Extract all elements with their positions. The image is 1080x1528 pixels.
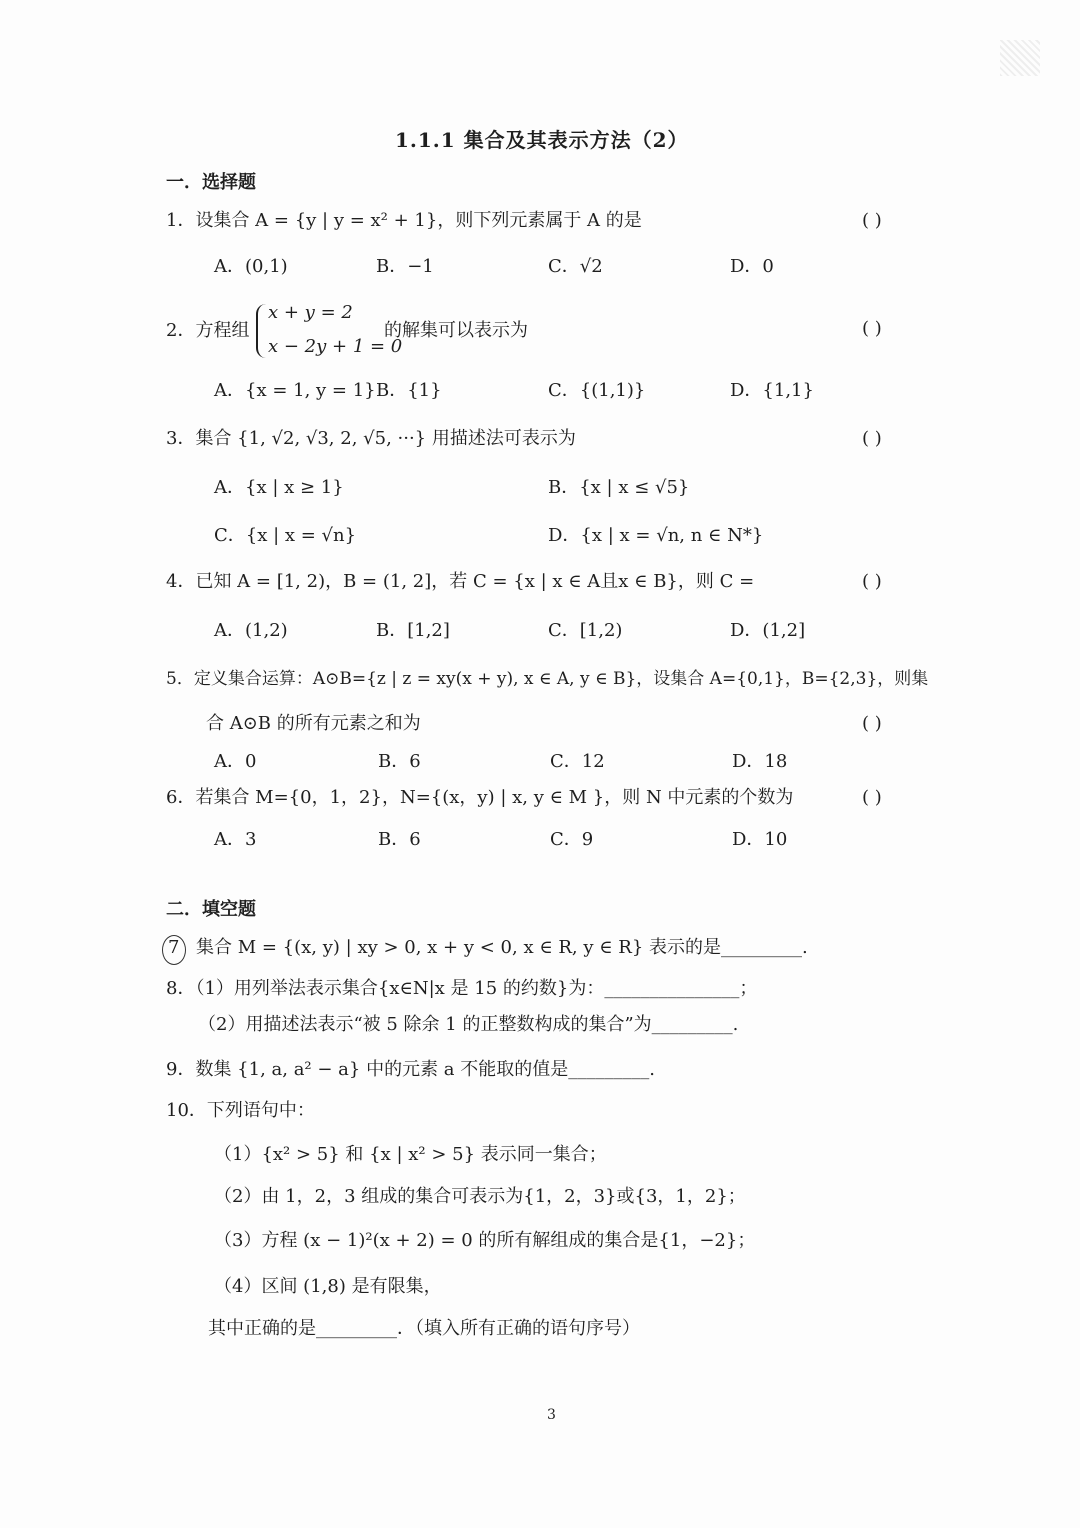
question-10-item-3: （3）方程 (x − 1)²(x + 2) = 0 的所有解组成的集合是{1，−2}； [214,1230,756,1251]
q1-option-d: D．0 [730,256,774,277]
question-4-answer-paren: ( ) [862,571,882,592]
q2-option-c: C．{(1,1)} [548,380,646,401]
q4-option-d: D．(1,2] [730,620,806,641]
q1-option-b: B．−1 [376,256,434,277]
equation-system-brace [256,304,266,358]
q1-option-a: A．(0,1) [214,256,288,277]
q2-option-d: D．{1,1} [730,380,814,401]
q2-option-a: A．{x = 1, y = 1} [214,380,376,401]
q1-option-c: C．√2 [548,256,603,277]
question-1-stem: 1．设集合 A = {y | y = x² + 1}，则下列元素属于 A 的是 [166,210,642,231]
question-10-item-2: （2）由 1，2，3 组成的集合可表示为{1，2，3}或{3，1，2}； [214,1186,746,1207]
question-8-part-1: 8．（1）用列举法表示集合{x∈N|x 是 15 的约数}为：_______________； [166,978,758,999]
question-6-stem: 6．若集合 M={0，1，2}，N={(x，y) | x, y ∈ M }，则 N 中元素的个数为 [166,787,794,808]
q4-option-c: C．[1,2) [548,620,623,641]
section-choice-heading: 一．选择题 [166,172,256,193]
q3-option-c: C．{x | x = √n} [214,525,357,546]
q6-option-d: D．10 [732,829,788,850]
question-2-answer-paren: ( ) [862,318,882,339]
q5-option-b: B．6 [378,751,421,772]
question-10-item-1: （1）{x² > 5} 和 {x | x² > 5} 表示同一集合； [214,1144,607,1165]
q2-equation-2: x − 2y + 1 = 0 [268,336,403,357]
q2-option-b: B．{1} [376,380,442,401]
q5-option-a: A．0 [214,751,257,772]
q3-option-d: D．{x | x = √n, n ∈ N*} [548,525,764,546]
q6-option-b: B．6 [378,829,421,850]
question-7-stem: 集合 M = {(x, y) | xy > 0, x + y < 0, x ∈ R, y ∈ R} 表示的是_________. [196,937,808,958]
question-10-conclusion: 其中正确的是_________．（填入所有正确的语句序号） [208,1318,640,1339]
q4-option-a: A．(1,2) [214,620,288,641]
question-2-prefix: 2．方程组 [166,320,250,341]
question-5-answer-paren: ( ) [862,713,882,734]
question-5-stem: 5．定义集合运算：A⊙B={z | z = xy(x + y), x ∈ A, y ∈ B}，设集合 A={0,1}，B={2,3}，则集 [166,669,929,689]
question-2-suffix: 的解集可以表示为 [384,320,528,341]
question-9-stem: 9．数集 {1, a, a² − a} 中的元素 a 不能取的值是_________. [166,1059,655,1080]
q4-option-b: B．[1,2] [376,620,450,641]
q5-option-c: C．12 [550,751,605,772]
question-3-answer-paren: ( ) [862,428,882,449]
question-3-stem: 3．集合 {1, √2, √3, 2, √5, ···} 用描述法可表示为 [166,428,576,449]
scan-smudge [1000,40,1040,76]
q6-option-a: A．3 [214,829,257,850]
page-title: 1.1.1 集合及其表示方法（2） [395,128,689,152]
q3-option-b: B．{x | x ≤ √5} [548,477,690,498]
q3-option-a: A．{x | x ≥ 1} [214,477,344,498]
question-1-answer-paren: ( ) [862,210,882,231]
q2-equation-1: x + y = 2 [268,302,353,323]
question-6-answer-paren: ( ) [862,787,882,808]
question-4-stem: 4．已知 A = [1, 2)，B = (1, 2]，若 C = {x | x ∈ A且x ∈ B}，则 C = [166,571,755,592]
question-10-item-4: （4）区间 (1,8) 是有限集， [214,1276,442,1297]
question-7-number: 7 [168,937,180,958]
question-10-stem: 10．下列语句中： [166,1100,315,1121]
q6-option-c: C．9 [550,829,594,850]
q5-option-d: D．18 [732,751,788,772]
question-5-stem-cont: 合 A⊙B 的所有元素之和为 [206,713,421,734]
section-fill-heading: 二．填空题 [166,899,256,920]
page-number: 3 [547,1407,556,1423]
question-8-part-2: （2）用描述法表示“被 5 除余 1 的正整数构成的集合”为_________. [198,1014,739,1035]
